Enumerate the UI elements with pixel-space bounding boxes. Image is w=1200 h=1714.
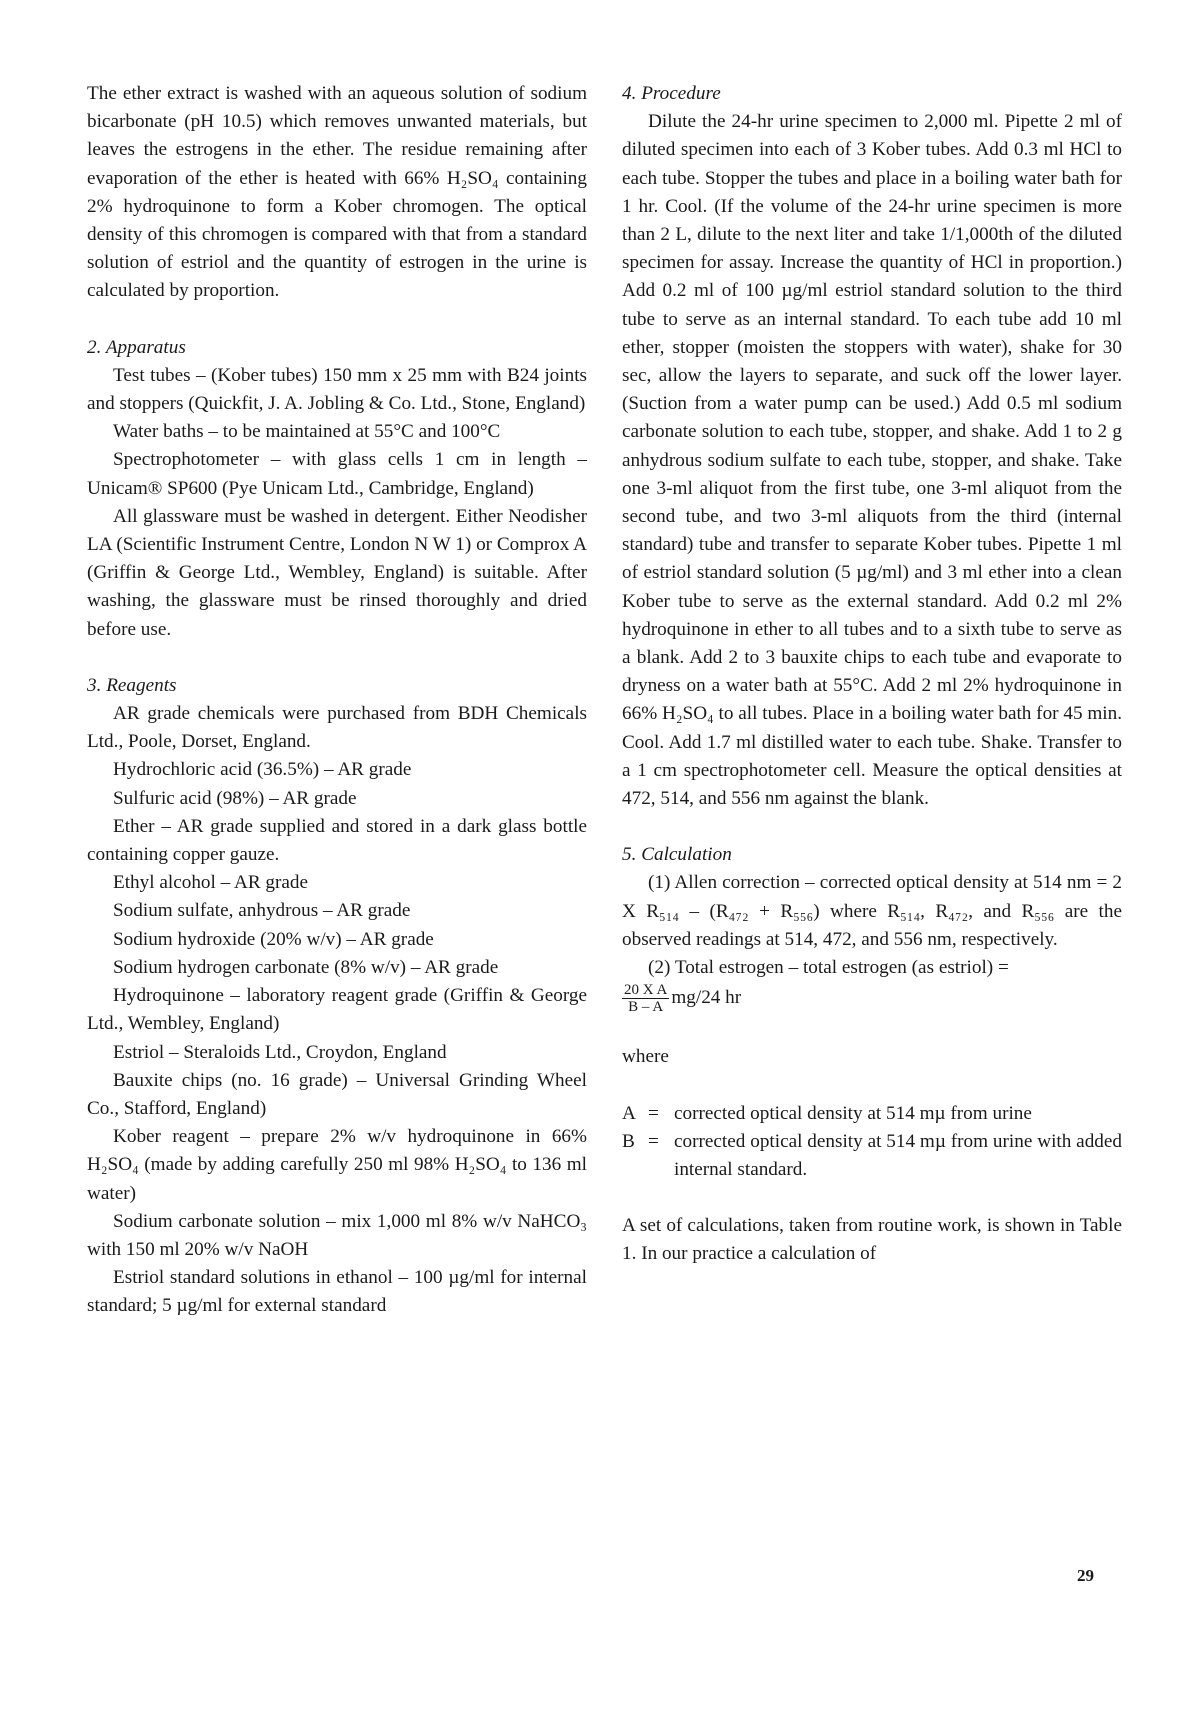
reagent-item: Hydrochloric acid (36.5%) – AR grade — [113, 759, 412, 781]
definition-equals: = — [648, 1102, 659, 1124]
reagent-item: Estriol standard solutions in ethanol – 100 µg/ml for internal standard; 5 µg/ml for external standard — [87, 1267, 587, 1317]
definition-row — [622, 1128, 1122, 1184]
apparatus-item: Test tubes – (Kober tubes) 150 mm x 25 mm with B24 joints and stoppers (Quickfit, J. A. Jobling & Co. Ltd., Stone, England) — [87, 364, 587, 415]
definition-row — [622, 1100, 1122, 1128]
reagent-item: Sodium hydrogen carbonate (8% w/v) – AR grade — [113, 956, 499, 978]
reagent-item: Ethyl alcohol – AR grade — [113, 872, 309, 894]
where-label: where — [622, 1046, 669, 1068]
reagent-item: Sulfuric acid (98%) – AR grade — [113, 787, 357, 809]
total-estrogen-formula — [622, 982, 1122, 1015]
right-column — [622, 80, 1122, 1269]
fraction-numerator: 20 X A — [624, 982, 668, 999]
formula-fraction — [622, 982, 669, 1015]
definition-equals: = — [648, 1130, 659, 1152]
reagent-item: Kober reagent – prepare 2% w/v hydroquinone in 66% H₂SO₄ (made by adding carefully 250 ml 98% H₂SO₄ to 136 ml water) — [87, 1126, 587, 1204]
reagent-item: AR grade chemicals were purchased from BDH Chemicals Ltd., Poole, Dorset, England. — [87, 703, 587, 753]
total-estrogen-lead: (2) Total estrogen – total estrogen (as estriol) = — [648, 957, 1009, 979]
reagent-item: Ether – AR grade supplied and stored in a dark glass bottle containing copper gauze. — [87, 815, 587, 866]
page-number: 29 — [1077, 1566, 1094, 1585]
reagent-item: Estriol – Steraloids Ltd., Croydon, England — [113, 1041, 447, 1063]
reagent-item: Hydroquinone – laboratory reagent grade (Griffin & George Ltd., Wembley, England) — [87, 985, 587, 1035]
apparatus-item: Spectrophotometer – with glass cells 1 cm in length – Unicam® SP600 (Pye Unicam Ltd., Cambridge, England) — [87, 449, 587, 499]
reagent-item: Bauxite chips (no. 16 grade) – Universal Grinding Wheel Co., Stafford, England) — [87, 1069, 587, 1119]
intro-paragraph: The ether extract is washed with an aqueous solution of sodium bicarbonate (pH 10.5) which removes unwanted materials, but leaves the estrogens in the ether. The residue remaining after evaporation of the ether is heated with 66% H₂SO₄ containing 2% hydroquinone to form a Kober chromogen. The optical density of this chromogen is compared with that from a standard solution of estriol and the quantity of estrogen in the urine is calculated by proportion. — [87, 83, 587, 302]
fraction-denominator: B – A — [628, 999, 664, 1016]
left-column — [87, 80, 587, 1321]
apparatus-item: Water baths – to be maintained at 55°C and 100°C — [113, 421, 501, 443]
reagent-item: Sodium hydroxide (20% w/v) – AR grade — [113, 928, 434, 950]
definition-text: corrected optical density at 514 mµ from urine — [674, 1102, 1032, 1124]
definition-term: A — [622, 1102, 636, 1124]
fraction-unit: mg/24 hr — [671, 987, 742, 1009]
apparatus-heading: 2. Apparatus — [87, 336, 186, 358]
definitions-table — [622, 1100, 1122, 1185]
reagent-item: Sodium carbonate solution – mix 1,000 ml 8% w/v NaHCO₃ with 150 ml 20% w/v NaOH — [87, 1210, 587, 1260]
closing-paragraph: A set of calculations, taken from routine work, is shown in Table 1. In our practice a calculation of — [622, 1215, 1122, 1265]
calculation-heading: 5. Calculation — [622, 844, 732, 866]
reagent-item: Sodium sulfate, anhydrous – AR grade — [113, 900, 411, 922]
allen-correction-paragraph: (1) Allen correction – corrected optical density at 514 nm = 2 X R₅₁₄ – (R₄₇₂ + R₅₅₆) where R₅₁₄, R₄₇₂, and R₅₅₆ are the observed readings at 514, 472, and 556 nm, respectively. — [622, 872, 1122, 950]
procedure-paragraph: Dilute the 24-hr urine specimen to 2,000 ml. Pipette 2 ml of diluted specimen into each of 3 Kober tubes. Add 0.3 ml HCl to each tube. Stopper the tubes and place in a boiling water bath for 1 hr. Cool. (If the volume of the 24-hr urine specimen is more than 2 L, dilute to the next liter and take 1/1,000th of the diluted specimen for assay. Increase the quantity of HCl in proportion.) Add 0.2 ml of 100 µg/ml estriol standard solution to the third tube to serve as an internal standard. To each tube add 10 ml ether, stopper (moisten the stoppers with water), shake for 30 sec, allow the layers to separate, and suck off the lower layer. (Suction from a water pump can be used.) Add 0.5 ml sodium carbonate solution to each tube, stopper, and shake. Add 1 to 2 g anhydrous sodium sulfate to each tube, stopper, and shake. Take one 3-ml aliquot from the first tube, one 3-ml aliquot from the second tube, and two 3-ml aliquots from the third (internal standard) tube and transfer to separate Kober tubes. Pipette 1 ml of estriol standard solution (5 µg/ml) and 3 ml ether into a clean Kober tube to serve as the external standard. Add 0.2 ml 2% hydroquinone in ether to all tubes and to a sixth tube to serve as a blank. Add 2 to 3 bauxite chips to each tube and evaporate to dryness on a water bath at 55°C. Add 2 ml 2% hydroquinone in 66% H₂SO₄ to all tubes. Place in a boiling water bath for 45 min. Cool. Add 1.7 ml distilled water to each tube. Shake. Transfer to a 1 cm spectrophotometer cell. Measure the optical densities at 472, 514, and 556 nm against the blank. — [622, 111, 1122, 810]
procedure-heading: 4. Procedure — [622, 83, 721, 104]
definition-term: B — [622, 1130, 635, 1152]
apparatus-item: All glassware must be washed in detergent. Either Neodisher LA (Scientific Instrument Centre, London N W 1) or Comprox A (Griffin & George Ltd., Wembley, England) is suitable. After washing, the glassware must be rinsed thoroughly and dried before use. — [87, 505, 587, 640]
reagents-heading: 3. Reagents — [87, 674, 177, 696]
definition-text: corrected optical density at 514 mµ from urine with added internal standard. — [674, 1130, 1122, 1180]
